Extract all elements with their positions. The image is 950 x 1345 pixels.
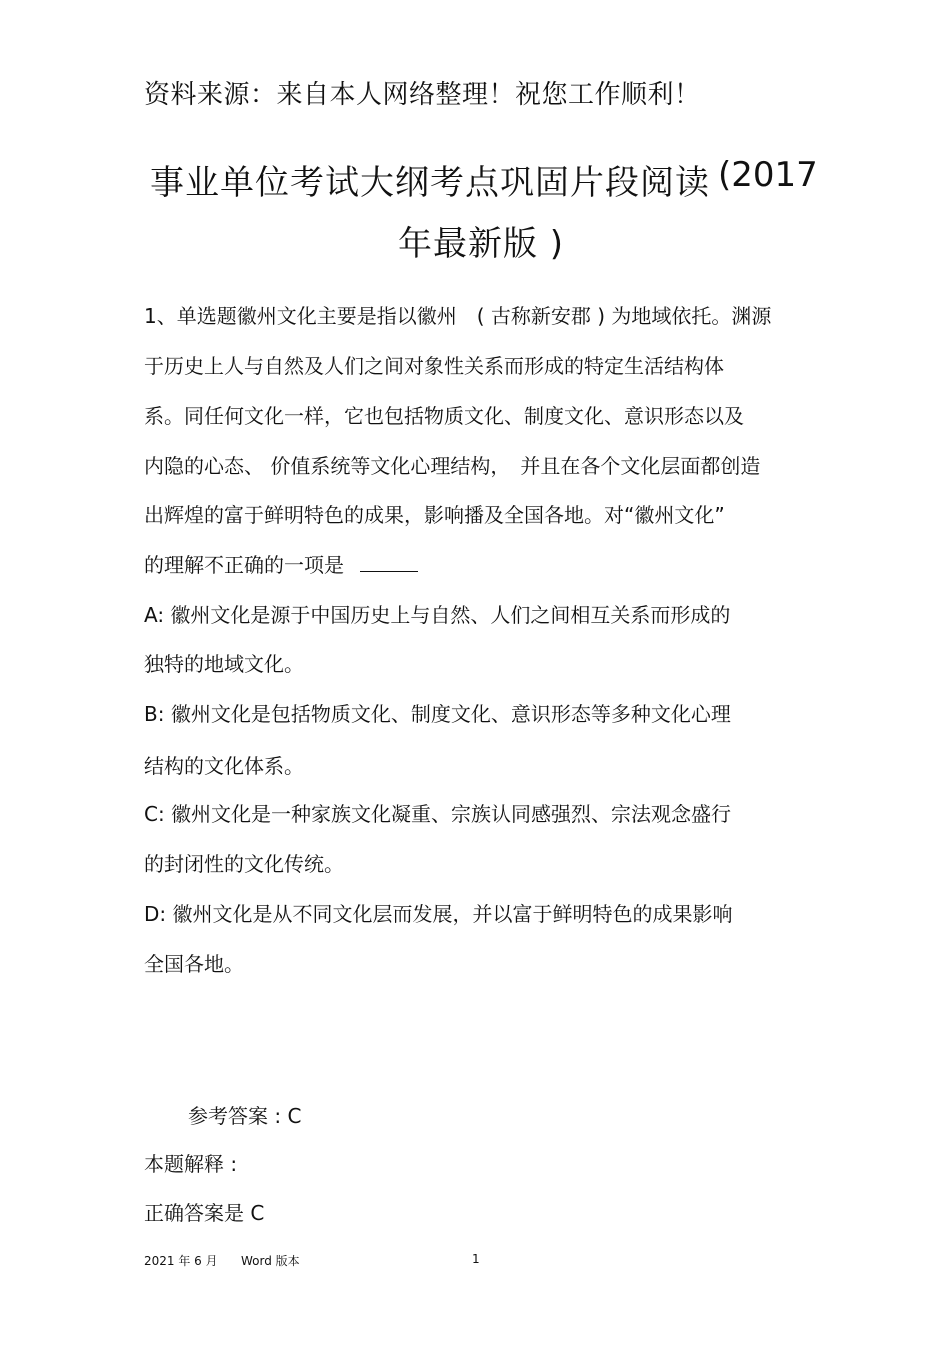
option-d-line1: D: 徽州文化是从不同文化层而发展，并以富于鲜明特色的成果影响 [144,902,733,926]
question-line: 内隐的心态、 价值系统等文化心理结构， 并且在各个文化层面都创造 [144,454,761,478]
document-title-line2: 年最新版 ) [398,224,565,264]
document-title-year: (2017 [718,155,818,195]
footer-page-number: 1 [472,1252,480,1266]
question-last-line [144,551,418,579]
option-b-line2: 结构的文化体系。 [144,754,304,778]
question-line: 1、单选题徽州文化主要是指以徽州 ( 古称新安郡 ) 为地域依托。渊源 [144,304,772,328]
answer-blank [360,551,418,572]
correct-answer: 正确答案是 C [144,1201,265,1225]
option-c-line1: C: 徽州文化是一种家族文化凝重、宗族认同感强烈、宗法观念盛行 [144,802,732,826]
question-line: 系。同任何文化一样，它也包括物质文化、制度文化、意识形态以及 [144,404,744,428]
explanation-label: 本题解释 : [144,1152,238,1176]
source-note: 资料来源：来自本人网络整理！祝您工作顺利！ [144,80,701,110]
option-a-line1: A: 徽州文化是源于中国历史上与自然、人们之间相互关系而形成的 [144,603,731,627]
option-b-line1: B: 徽州文化是包括物质文化、制度文化、意识形态等多种文化心理 [144,702,731,726]
option-a-line2: 独特的地域文化。 [144,652,304,676]
option-c-line2: 的封闭性的文化传统。 [144,852,344,876]
reference-answer: 参考答案 : C [188,1104,302,1128]
footer-version: Word 版本 [241,1254,300,1268]
option-d-line2: 全国各地。 [144,952,244,976]
question-line: 出辉煌的富于鲜明特色的成果，影响播及全国各地。对“徽州文化” [144,503,725,527]
document-title-line1: 事业单位考试大纲考点巩固片段阅读 [150,163,710,203]
question-line: 于历史上人与自然及人们之间对象性关系而形成的特定生活结构体 [144,354,724,378]
footer-date: 2021 年 6 月 [144,1254,218,1268]
question-line: 的理解不正确的一项是 [144,553,344,577]
